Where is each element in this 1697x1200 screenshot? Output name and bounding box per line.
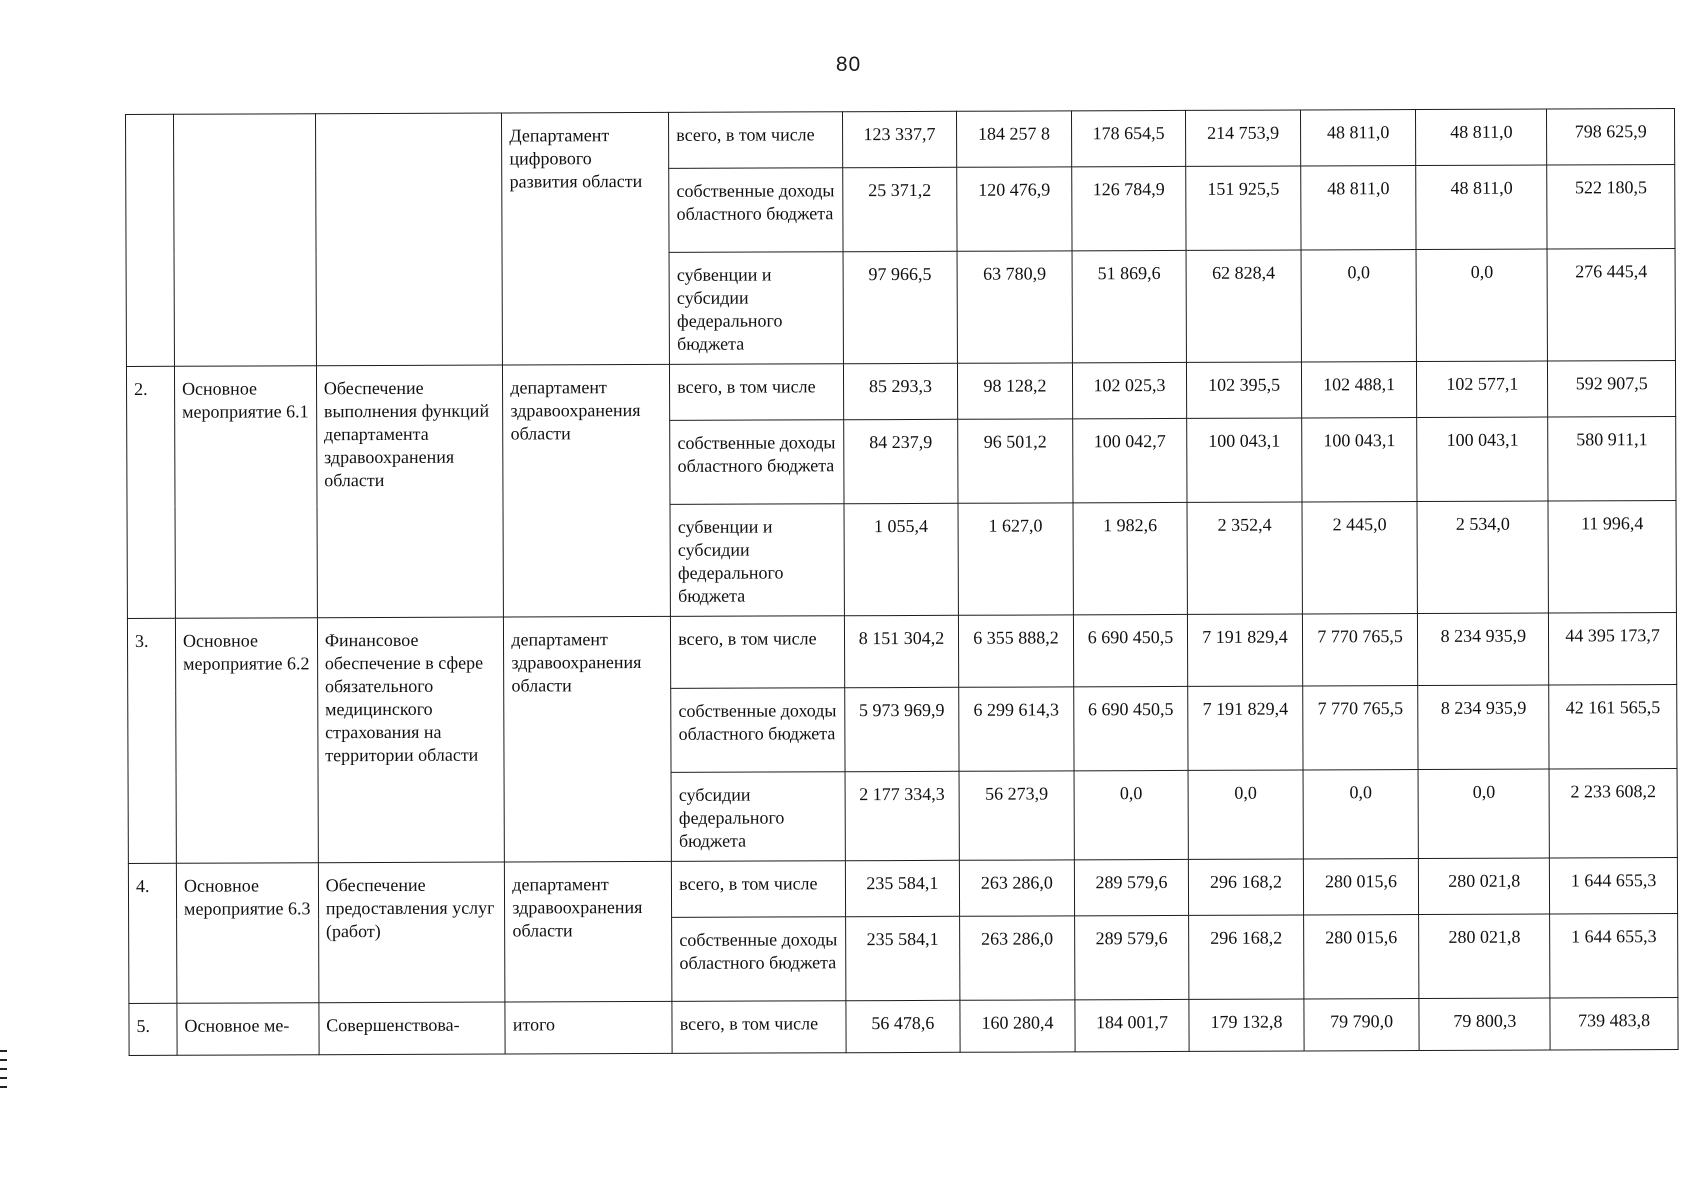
year-value-cell: 85 293,3 xyxy=(843,363,958,419)
total-value-cell: 42 161 565,5 xyxy=(1549,685,1677,769)
year-value-cell: 7 770 765,5 xyxy=(1302,686,1418,770)
activity-cell xyxy=(173,114,316,367)
year-value-cell: 6 690 450,5 xyxy=(1073,614,1188,686)
executor-cell: департамент здравоохранения области xyxy=(504,616,672,862)
activity-cell: Основное мероприятие 6.1 xyxy=(174,366,317,619)
year-value-cell: 280 021,8 xyxy=(1419,858,1550,915)
year-value-cell: 235 584,1 xyxy=(845,916,960,1000)
year-value-cell: 7 191 829,4 xyxy=(1188,614,1303,686)
total-value-cell: 1 644 655,3 xyxy=(1550,858,1678,914)
description-cell: Финансовое обеспечение в сфере обязательного медицинского страхования на территории области xyxy=(317,617,504,863)
description-cell: Обеспечение выполнения функций департамента здравоохранения области xyxy=(316,365,503,618)
total-value-cell: 580 911,1 xyxy=(1548,417,1676,501)
funding-source-cell: собственные доходы областного бюджета xyxy=(671,688,845,773)
year-value-cell: 102 488,1 xyxy=(1301,362,1417,418)
budget-table xyxy=(125,108,1679,1056)
year-value-cell: 100 042,7 xyxy=(1072,418,1187,502)
year-value-cell: 179 132,8 xyxy=(1189,999,1304,1051)
year-value-cell: 8 234 935,9 xyxy=(1418,613,1549,686)
year-value-cell: 263 286,0 xyxy=(960,860,1075,916)
total-value-cell: 522 180,5 xyxy=(1547,165,1675,249)
year-value-cell: 2 352,4 xyxy=(1187,502,1302,614)
year-value-cell: 56 478,6 xyxy=(846,1000,961,1052)
year-value-cell: 0,0 xyxy=(1418,769,1549,859)
year-value-cell: 48 811,0 xyxy=(1300,110,1416,166)
year-value-cell: 120 476,9 xyxy=(957,167,1072,251)
year-value-cell: 25 371,2 xyxy=(842,167,957,251)
year-value-cell: 79 790,0 xyxy=(1304,999,1420,1051)
year-value-cell: 79 800,3 xyxy=(1419,998,1550,1051)
year-value-cell: 100 043,1 xyxy=(1417,417,1548,502)
funding-source-cell: всего, в том числе xyxy=(669,112,843,169)
year-value-cell: 0,0 xyxy=(1416,249,1547,362)
year-value-cell: 84 237,9 xyxy=(843,419,958,503)
year-value-cell: 214 753,9 xyxy=(1186,110,1301,166)
year-value-cell: 296 168,2 xyxy=(1189,859,1304,915)
year-value-cell: 184 257 8 xyxy=(957,111,1072,167)
description-cell: Совершенствова- xyxy=(319,1002,506,1055)
row-number-cell: 2. xyxy=(126,366,175,618)
year-value-cell: 123 337,7 xyxy=(842,111,957,167)
funding-source-cell: всего, в том числе xyxy=(672,861,846,918)
year-value-cell: 48 811,0 xyxy=(1416,109,1547,166)
total-value-cell: 592 907,5 xyxy=(1548,361,1676,417)
year-value-cell: 6 299 614,3 xyxy=(959,687,1074,771)
year-value-cell: 0,0 xyxy=(1303,770,1419,859)
year-value-cell: 280 015,6 xyxy=(1303,915,1419,999)
total-value-cell: 11 996,4 xyxy=(1548,501,1676,613)
year-value-cell: 102 577,1 xyxy=(1417,361,1548,418)
activity-cell: Основное мероприятие 6.3 xyxy=(176,863,318,1004)
activity-cell: Основное ме- xyxy=(177,1003,319,1056)
year-value-cell: 280 015,6 xyxy=(1303,859,1419,915)
year-value-cell: 289 579,6 xyxy=(1074,859,1189,915)
total-value-cell: 1 644 655,3 xyxy=(1550,914,1678,998)
funding-source-cell: собственные доходы областного бюджета xyxy=(669,168,843,253)
table-row xyxy=(128,858,1677,920)
total-value-cell: 2 233 608,2 xyxy=(1549,769,1677,858)
description-cell: Обеспечение предоставления услуг (работ) xyxy=(318,862,505,1003)
total-value-cell: 44 395 173,7 xyxy=(1549,613,1677,685)
year-value-cell: 63 780,9 xyxy=(957,251,1072,363)
year-value-cell: 6 355 888,2 xyxy=(959,615,1074,687)
year-value-cell: 100 043,1 xyxy=(1301,418,1417,502)
executor-cell: департамент здравоохранения области xyxy=(505,861,672,1002)
year-value-cell: 1 982,6 xyxy=(1073,502,1188,614)
funding-source-cell: субвенции и субсидии федерального бюджета xyxy=(669,252,843,365)
total-value-cell: 276 445,4 xyxy=(1547,249,1675,361)
description-cell xyxy=(315,113,502,366)
year-value-cell: 2 534,0 xyxy=(1417,501,1548,614)
year-value-cell: 102 395,5 xyxy=(1187,362,1302,418)
year-value-cell: 160 280,4 xyxy=(960,1000,1075,1052)
total-value-cell: 798 625,9 xyxy=(1547,109,1675,165)
table-row xyxy=(126,109,1675,171)
year-value-cell: 178 654,5 xyxy=(1071,110,1186,166)
budget-table-container xyxy=(125,108,1679,1056)
year-value-cell: 8 234 935,9 xyxy=(1418,685,1549,770)
row-number-cell: 4. xyxy=(128,863,177,1003)
total-value-cell: 739 483,8 xyxy=(1550,998,1678,1050)
funding-source-cell: всего, в том числе xyxy=(672,1001,846,1054)
funding-source-cell: субсидии федерального бюджета xyxy=(671,772,845,862)
year-value-cell: 2 177 334,3 xyxy=(845,771,960,860)
funding-source-cell: всего, в том числе xyxy=(670,364,844,421)
year-value-cell: 0,0 xyxy=(1074,770,1189,859)
activity-cell: Основное мероприятие 6.2 xyxy=(175,618,318,864)
year-value-cell: 6 690 450,5 xyxy=(1073,686,1188,770)
year-value-cell: 0,0 xyxy=(1301,250,1417,362)
year-value-cell: 96 501,2 xyxy=(958,419,1073,503)
year-value-cell: 48 811,0 xyxy=(1416,165,1547,250)
year-value-cell: 97 966,5 xyxy=(843,251,958,363)
funding-source-cell: собственные доходы областного бюджета xyxy=(670,420,844,505)
year-value-cell: 48 811,0 xyxy=(1300,166,1416,250)
year-value-cell: 1 627,0 xyxy=(958,503,1073,615)
year-value-cell: 235 584,1 xyxy=(845,860,960,916)
year-value-cell: 62 828,4 xyxy=(1186,250,1301,362)
funding-source-cell: субвенции и субсидии федерального бюджета xyxy=(670,504,844,617)
year-value-cell: 0,0 xyxy=(1188,770,1303,859)
year-value-cell: 8 151 304,2 xyxy=(844,615,959,687)
year-value-cell: 289 579,6 xyxy=(1074,915,1189,999)
year-value-cell: 100 043,1 xyxy=(1187,418,1302,502)
table-row xyxy=(127,613,1676,691)
year-value-cell: 102 025,3 xyxy=(1072,362,1187,418)
row-number-cell xyxy=(126,114,175,366)
year-value-cell: 56 273,9 xyxy=(959,771,1074,860)
year-value-cell: 7 191 829,4 xyxy=(1188,686,1303,770)
year-value-cell: 280 021,8 xyxy=(1419,914,1550,999)
year-value-cell: 5 973 969,9 xyxy=(844,687,959,771)
executor-cell: итого xyxy=(505,1001,672,1054)
page-number: 80 xyxy=(835,53,862,76)
year-value-cell: 51 869,6 xyxy=(1072,250,1187,362)
funding-source-cell: всего, в том числе xyxy=(671,616,845,689)
funding-source-cell: собственные доходы областного бюджета xyxy=(672,917,846,1002)
table-row xyxy=(126,361,1675,423)
year-value-cell: 98 128,2 xyxy=(958,363,1073,419)
executor-cell: департамент здравоохранения области xyxy=(503,364,671,617)
row-number-cell: 3. xyxy=(127,618,176,863)
year-value-cell: 126 784,9 xyxy=(1071,166,1186,250)
year-value-cell: 184 001,7 xyxy=(1075,999,1190,1051)
year-value-cell: 2 445,0 xyxy=(1302,502,1418,614)
row-number-cell: 5. xyxy=(129,1003,177,1055)
table-body xyxy=(126,109,1679,1056)
table-row xyxy=(129,998,1678,1056)
year-value-cell: 296 168,2 xyxy=(1189,915,1304,999)
year-value-cell: 151 925,5 xyxy=(1186,166,1301,250)
year-value-cell: 263 286,0 xyxy=(960,916,1075,1000)
year-value-cell: 1 055,4 xyxy=(844,503,959,615)
year-value-cell: 7 770 765,5 xyxy=(1302,614,1418,686)
scan-margin-marks xyxy=(0,1050,8,1095)
executor-cell: Департамент цифрового развития области xyxy=(502,112,670,365)
